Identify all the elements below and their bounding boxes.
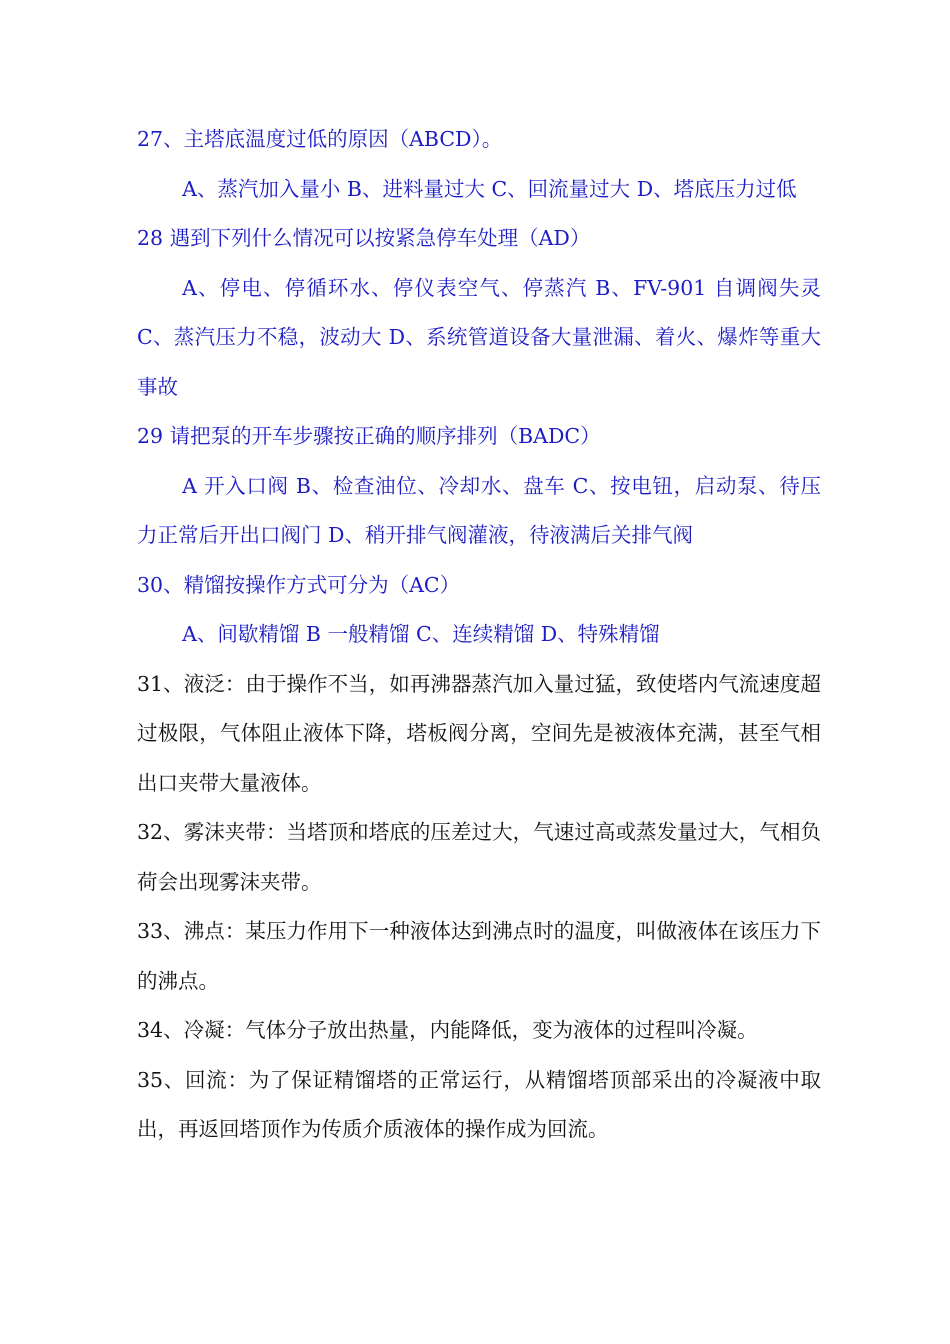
definition-31-flooding: 31、液泛：由于操作不当，如再沸器蒸汽加入量过猛，致使塔内气流速度超过极限，气体阻止液体下降，塔板阀分离，空间先是被液体充满，甚至气相出口夹带大量液体。 (137, 671, 821, 795)
question-29-options: A 开入口阀 B、检查油位、冷却水、盘车 C、按电钮，启动泵、待压力正常后开出口阀门 D、稍开排气阀灌液，待液满后关排气阀 (137, 473, 821, 547)
definition-33-boiling-point: 33、沸点：某压力作用下一种液体达到沸点时的温度，叫做液体在该压力下的沸点。 (137, 919, 821, 993)
question-28-stem: 28 遇到下列什么情况可以按紧急停车处理（AD） (137, 226, 591, 250)
definition-35-reflux: 35、回流：为了保证精馏塔的正常运行，从精馏塔顶部采出的冷凝液中取出，再返回塔顶作为传质介质液体的操作成为回流。 (137, 1067, 821, 1141)
question-29-stem: 29 请把泵的开车步骤按正确的顺序排列（BADC） (137, 424, 601, 448)
definition-32-entrainment: 32、雾沫夹带：当塔顶和塔底的压差过大，气速过高或蒸发量过大，气相负荷会出现雾沫夹带。 (137, 820, 821, 894)
question-27-options: A、蒸汽加入量小 B、进料量过大 C、回流量过大 D、塔底压力过低 (182, 176, 797, 201)
question-28-options: A、停电、停循环水、停仪表空气、停蒸汽 B、FV-901 自调阀失灵 C、蒸汽压力不稳，波动大 D、系统管道设备大量泄漏、着火、爆炸等重大事故 (137, 275, 821, 399)
question-27-stem: 27、主塔底温度过低的原因（ABCD）。 (137, 127, 503, 151)
question-30-stem: 30、精馏按操作方式可分为（AC） (137, 572, 461, 597)
definition-34-condensation: 34、冷凝：气体分子放出热量，内能降低，变为液体的过程叫冷凝。 (137, 1018, 758, 1042)
document-page (137, 115, 821, 1155)
question-30-options: A、间歇精馏 B 一般精馏 C、连续精馏 D、特殊精馏 (182, 622, 660, 646)
